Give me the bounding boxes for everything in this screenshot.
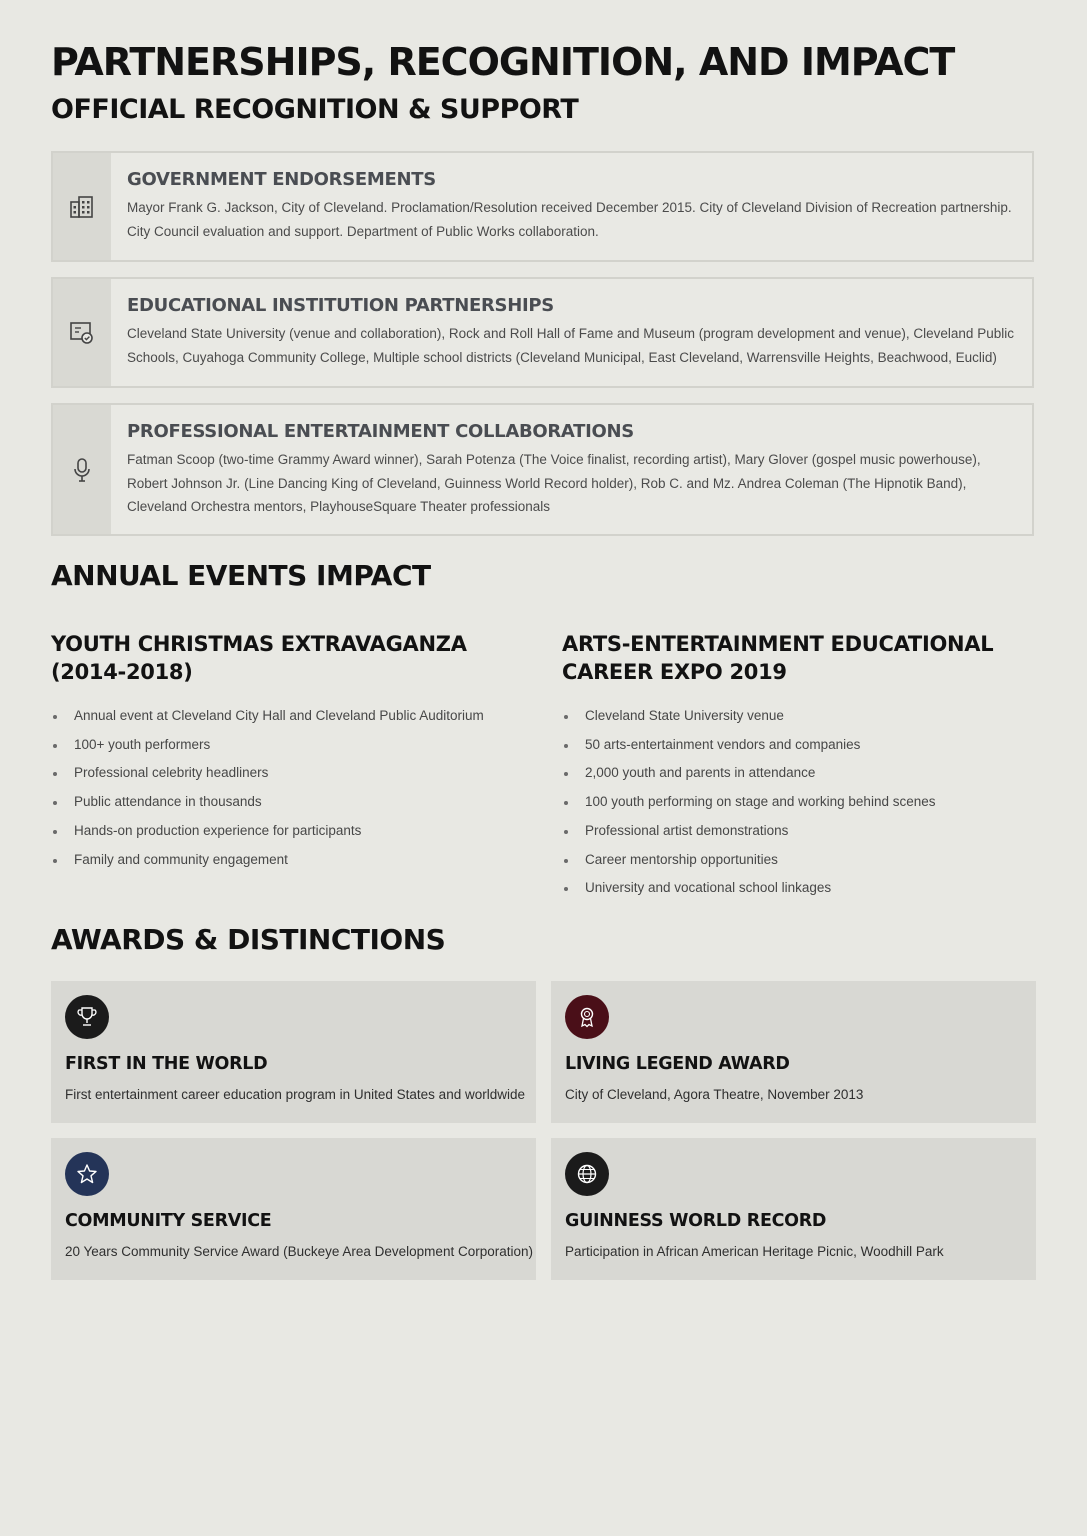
list-item: Career mentorship opportunities xyxy=(562,846,1032,875)
award-card-guinness-record xyxy=(551,1138,1036,1280)
list-item: Annual event at Cleveland City Hall and Cleveland Public Auditorium xyxy=(51,702,521,731)
section-subtitle: OFFICIAL RECOGNITION & SUPPORT xyxy=(51,94,579,125)
list-item: 100+ youth performers xyxy=(51,731,521,760)
awards-heading: AWARDS & DISTINCTIONS xyxy=(51,923,446,956)
certificate-icon xyxy=(69,321,95,345)
award-title: FIRST IN THE WORLD xyxy=(65,1054,268,1074)
card-icon-strip xyxy=(53,405,111,534)
award-title: LIVING LEGEND AWARD xyxy=(565,1054,790,1074)
list-item: Cleveland State University venue xyxy=(562,702,1032,731)
list-item: 2,000 youth and parents in attendance xyxy=(562,759,1032,788)
award-card-living-legend xyxy=(551,981,1036,1123)
award-icon-circle xyxy=(65,995,109,1039)
list-item: Family and community engagement xyxy=(51,846,521,875)
award-desc: 20 Years Community Service Award (Buckeye Area Development Corporation) xyxy=(65,1244,533,1259)
award-title: GUINNESS WORLD RECORD xyxy=(565,1211,827,1231)
educational-partnerships-card xyxy=(51,277,1034,388)
award-desc: First entertainment career education program in United States and worldwide xyxy=(65,1087,525,1102)
microphone-icon xyxy=(71,457,93,483)
list-item: Public attendance in thousands xyxy=(51,788,521,817)
event-list xyxy=(51,702,521,874)
event-career-expo xyxy=(562,630,1032,903)
card-title: PROFESSIONAL ENTERTAINMENT COLLABORATIONS xyxy=(127,421,634,442)
list-item: Professional artist demonstrations xyxy=(562,817,1032,846)
list-item: University and vocational school linkages xyxy=(562,874,1032,903)
list-item: 50 arts-entertainment vendors and companies xyxy=(562,731,1032,760)
list-item: Professional celebrity headliners xyxy=(51,759,521,788)
card-text: Fatman Scoop (two-time Grammy Award winner), Sarah Potenza (The Voice finalist, recording artist), Mary Glover (gospel music powerhouse), Robert Johnson Jr. (Line Dancing King of Cleveland, Guinness World Record holder), Rob C. and Mz. Andrea Coleman (The Hipnotik Band), Cleveland Orchestra mentors, PlayhouseSquare Theater professionals xyxy=(127,452,981,514)
government-endorsements-card xyxy=(51,151,1034,262)
trophy-icon xyxy=(76,1006,98,1028)
award-card-first-in-world xyxy=(51,981,536,1123)
award-desc: City of Cleveland, Agora Theatre, November 2013 xyxy=(565,1087,864,1102)
globe-icon xyxy=(576,1163,598,1185)
award-icon-circle xyxy=(565,995,609,1039)
card-text: Cleveland State University (venue and collaboration), Rock and Roll Hall of Fame and Museum (program development and venue), Cleveland Public Schools, Cuyahoga Community College, Multiple school districts (Cleveland Municipal, East Cleveland, Warrensville Heights, Beachwood, Euclid) xyxy=(127,326,1014,365)
card-text: Mayor Frank G. Jackson, City of Cleveland. Proclamation/Resolution received December 2015. City of Cleveland Division of Recreation partnership. City Council evaluation and support. Department of Public Works collaboration. xyxy=(127,200,1012,239)
card-title: EDUCATIONAL INSTITUTION PARTNERSHIPS xyxy=(127,295,554,316)
award-ribbon-icon xyxy=(576,1006,598,1028)
award-icon-circle xyxy=(565,1152,609,1196)
event-title: YOUTH CHRISTMAS EXTRAVAGANZA (2014-2018) xyxy=(51,632,467,684)
event-youth-christmas xyxy=(51,630,521,874)
event-list xyxy=(562,702,1032,903)
award-card-community-service xyxy=(51,1138,536,1280)
award-title: COMMUNITY SERVICE xyxy=(65,1211,272,1231)
award-icon-circle xyxy=(65,1152,109,1196)
page-title: PARTNERSHIPS, RECOGNITION, AND IMPACT xyxy=(51,40,955,84)
card-icon-strip xyxy=(53,153,111,260)
entertainment-collaborations-card xyxy=(51,403,1034,536)
star-icon xyxy=(76,1163,98,1185)
card-icon-strip xyxy=(53,279,111,386)
building-icon xyxy=(69,195,95,219)
list-item: Hands-on production experience for participants xyxy=(51,817,521,846)
card-title: GOVERNMENT ENDORSEMENTS xyxy=(127,169,436,190)
award-desc: Participation in African American Heritage Picnic, Woodhill Park xyxy=(565,1244,944,1259)
list-item: 100 youth performing on stage and working behind scenes xyxy=(562,788,1032,817)
events-heading: ANNUAL EVENTS IMPACT xyxy=(51,559,431,592)
event-title: ARTS-ENTERTAINMENT EDUCATIONAL CAREER EXPO 2019 xyxy=(562,632,994,684)
